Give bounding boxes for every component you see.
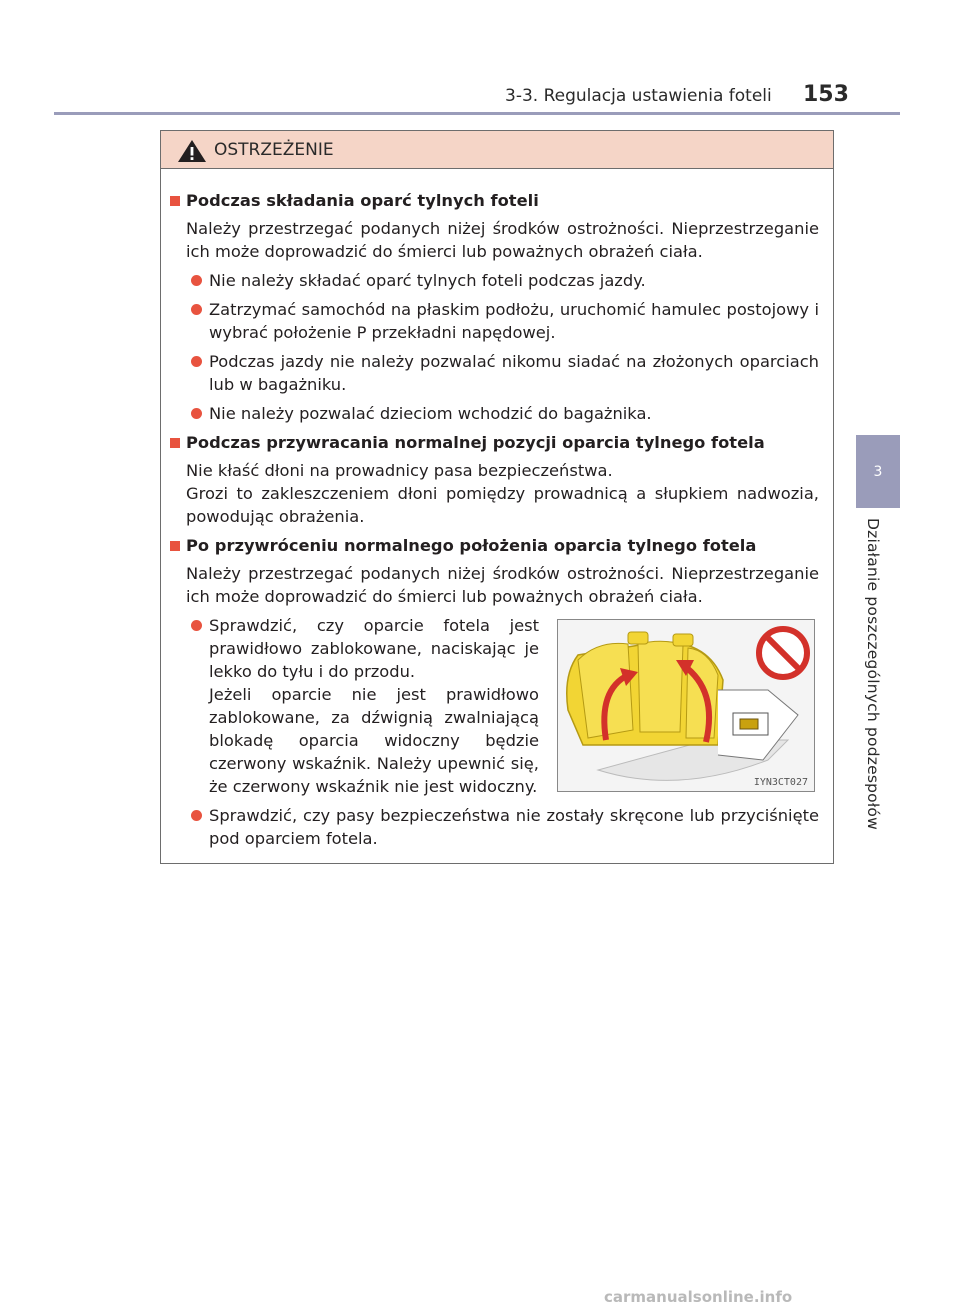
warning-label: OSTRZEŻENIE	[214, 140, 334, 160]
circle-bullet-icon	[191, 408, 202, 419]
list-item: Podczas jazdy nie należy pozwalać nikomu siadać na złożonych oparciach lub w bagażniku.	[169, 350, 819, 396]
header-rule	[54, 112, 900, 115]
list-item: Sprawdzić, czy oparcie fotela jest prawidłowo zablokowane, naciskając je lekko do tyłu i do przodu. Jeżeli oparcie nie jest prawidłowo zablokowane, za dźwignią zwalniającą blokadę oparcia widoczny będzie czerwony wskaźnik. Należy upewnić się, że czerwony wskaźnik nie jest widoczny.	[169, 614, 819, 798]
paragraph: Należy przestrzegać podanych niżej środków ostrożności. Nieprzestrzeganie ich może doprowadzić do śmierci lub poważnych obrażeń ciała.	[186, 564, 819, 606]
seat-illustration	[557, 619, 815, 792]
circle-bullet-icon	[191, 620, 202, 631]
chapter-number: 3	[873, 464, 883, 480]
section-title: 3-3. Regulacja ustawienia foteli	[505, 86, 772, 106]
square-bullet-icon	[170, 196, 180, 206]
paragraph: Należy przestrzegać podanych niżej środków ostrożności. Nieprzestrzeganie ich może doprowadzić do śmierci lub poważnych obrażeń ciała.	[186, 219, 819, 261]
square-bullet-icon	[170, 438, 180, 448]
page-number: 153	[803, 82, 849, 107]
circle-bullet-icon	[191, 304, 202, 315]
square-bullet-icon	[170, 541, 180, 551]
rear-seat-illustration	[558, 620, 814, 791]
circle-bullet-icon	[191, 275, 202, 286]
warning-header	[161, 131, 833, 169]
list-item: Nie należy pozwalać dzieciom wchodzić do bagażnika.	[169, 402, 819, 425]
circle-bullet-icon	[191, 356, 202, 367]
list-item: Zatrzymać samochód na płaskim podłożu, uruchomić hamulec postojowy i wybrać położenie P przekładni napędowej.	[169, 298, 819, 344]
paragraph: Nie kłaść dłoni na prowadnicy pasa bezpieczeństwa. Grozi to zakleszczeniem dłoni pomiędzy prowadnicą a słupkiem nadwozia, powodując obrażenia.	[186, 461, 819, 526]
list-item: Nie należy składać oparć tylnych foteli podczas jazdy.	[169, 269, 819, 292]
circle-bullet-icon	[191, 810, 202, 821]
section-heading: Podczas składania oparć tylnych foteli	[169, 189, 819, 212]
warning-triangle-icon	[177, 139, 207, 163]
illustration-code: IYN3CT027	[753, 777, 808, 788]
section-heading: Podczas przywracania normalnej pozycji oparcia tylnego fotela	[169, 431, 819, 454]
watermark[interactable]: carmanualsonline.info	[604, 1288, 793, 1306]
list-item: Sprawdzić, czy pasy bezpieczeństwa nie zostały skręcone lub przyciśnięte pod oparciem fotela.	[169, 804, 819, 850]
chapter-tab[interactable]	[856, 435, 900, 508]
section-heading: Po przywróceniu normalnego położenia oparcia tylnego fotela	[169, 534, 819, 557]
chapter-title: Działanie poszczególnych podzespołów	[864, 518, 882, 830]
